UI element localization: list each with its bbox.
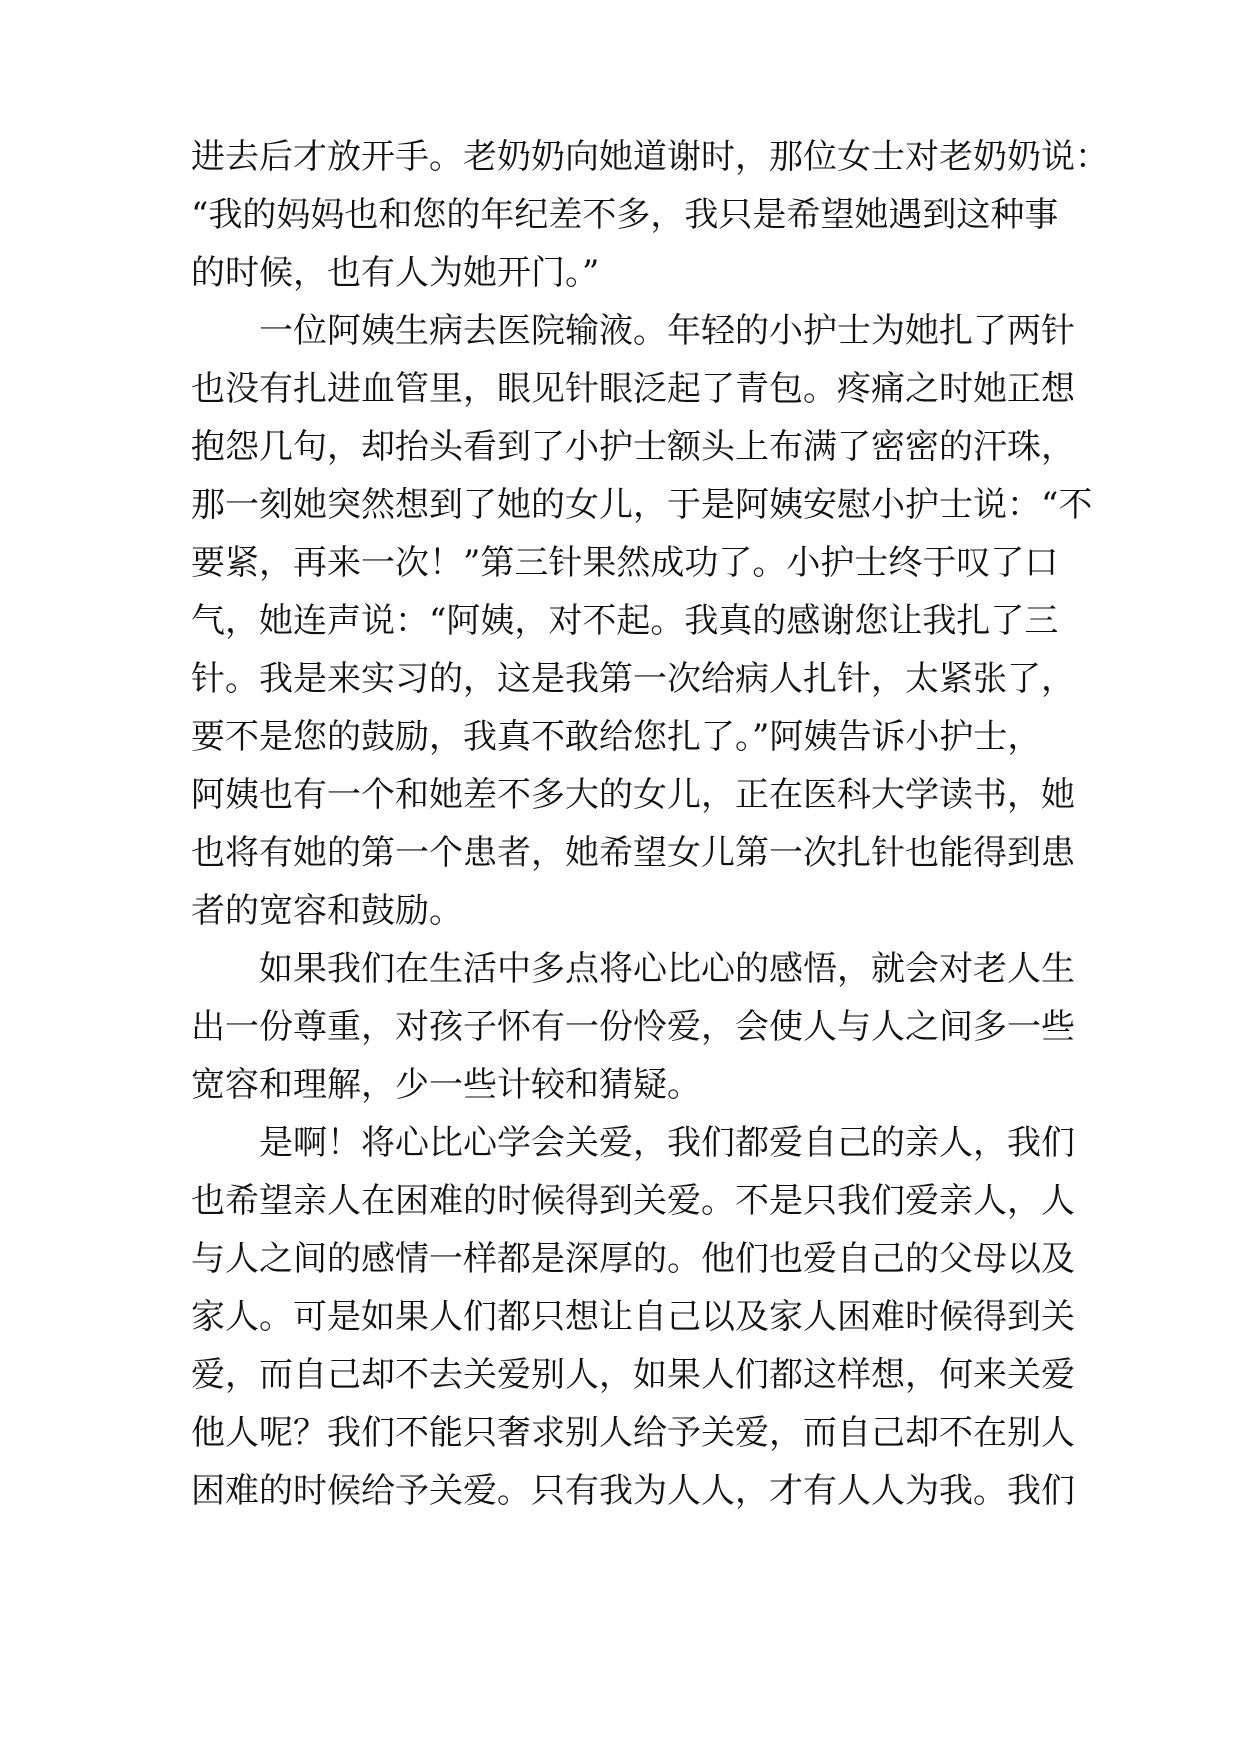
paragraph-start-line: 一位阿姨生病去医院输液。年轻的小护士为她扎了两针 — [259, 311, 1075, 351]
text-line: 针。我是来实习的，这是我第一次给病人扎针，太紧张了， — [191, 659, 1075, 699]
text-line: 抱怨几句，却抬头看到了小护士额头上布满了密密的汗珠， — [191, 427, 1075, 467]
text-line: 爱，而自己却不去关爱别人，如果人们都这样想，何来关爱 — [191, 1355, 1075, 1395]
text-line: 的时候，也有人为她开门。” — [191, 253, 600, 293]
text-line: 者的宽容和鼓励。 — [191, 891, 463, 931]
text-line: 气，她连声说：“阿姨，对不起。我真的感谢您让我扎了三 — [191, 601, 1059, 641]
text-line: 阿姨也有一个和她差不多大的女儿，正在医科大学读书，她 — [191, 775, 1075, 815]
paragraph-start-line: 是啊！将心比心学会关爱，我们都爱自己的亲人，我们 — [259, 1123, 1075, 1163]
text-line: 要紧，再来一次！”第三针果然成功了。小护士终于叹了口 — [191, 543, 1059, 583]
text-line: 与人之间的感情一样都是深厚的。他们也爱自己的父母以及 — [191, 1239, 1075, 1279]
text-line: 也将有她的第一个患者，她希望女儿第一次扎针也能得到患 — [191, 833, 1075, 873]
text-line: 也没有扎进血管里，眼见针眼泛起了青包。疼痛之时她正想 — [191, 369, 1075, 409]
text-line: 他人呢？我们不能只奢求别人给予关爱，而自己却不在别人 — [191, 1413, 1075, 1453]
text-line: 进去后才放开手。老奶奶向她道谢时，那位女士对老奶奶说： — [191, 137, 1109, 177]
text-line: 宽容和理解，少一些计较和猜疑。 — [191, 1065, 701, 1105]
text-line: 要不是您的鼓励，我真不敢给您扎了。”阿姨告诉小护士， — [191, 717, 1042, 757]
text-line: 也希望亲人在困难的时候得到关爱。不是只我们爱亲人，人 — [191, 1181, 1075, 1221]
text-line: 那一刻她突然想到了她的女儿，于是阿姨安慰小护士说：“不 — [191, 485, 1093, 525]
text-line: “我的妈妈也和您的年纪差不多，我只是希望她遇到这种事 — [191, 195, 1059, 235]
text-line: 困难的时候给予关爱。只有我为人人，才有人人为我。我们 — [191, 1471, 1075, 1511]
text-line: 家人。可是如果人们都只想让自己以及家人困难时候得到关 — [191, 1297, 1075, 1337]
body-text — [191, 128, 1109, 1520]
paragraph-start-line: 如果我们在生活中多点将心比心的感悟，就会对老人生 — [259, 949, 1075, 989]
text-line: 出一份尊重，对孩子怀有一份怜爱，会使人与人之间多一些 — [191, 1007, 1075, 1047]
